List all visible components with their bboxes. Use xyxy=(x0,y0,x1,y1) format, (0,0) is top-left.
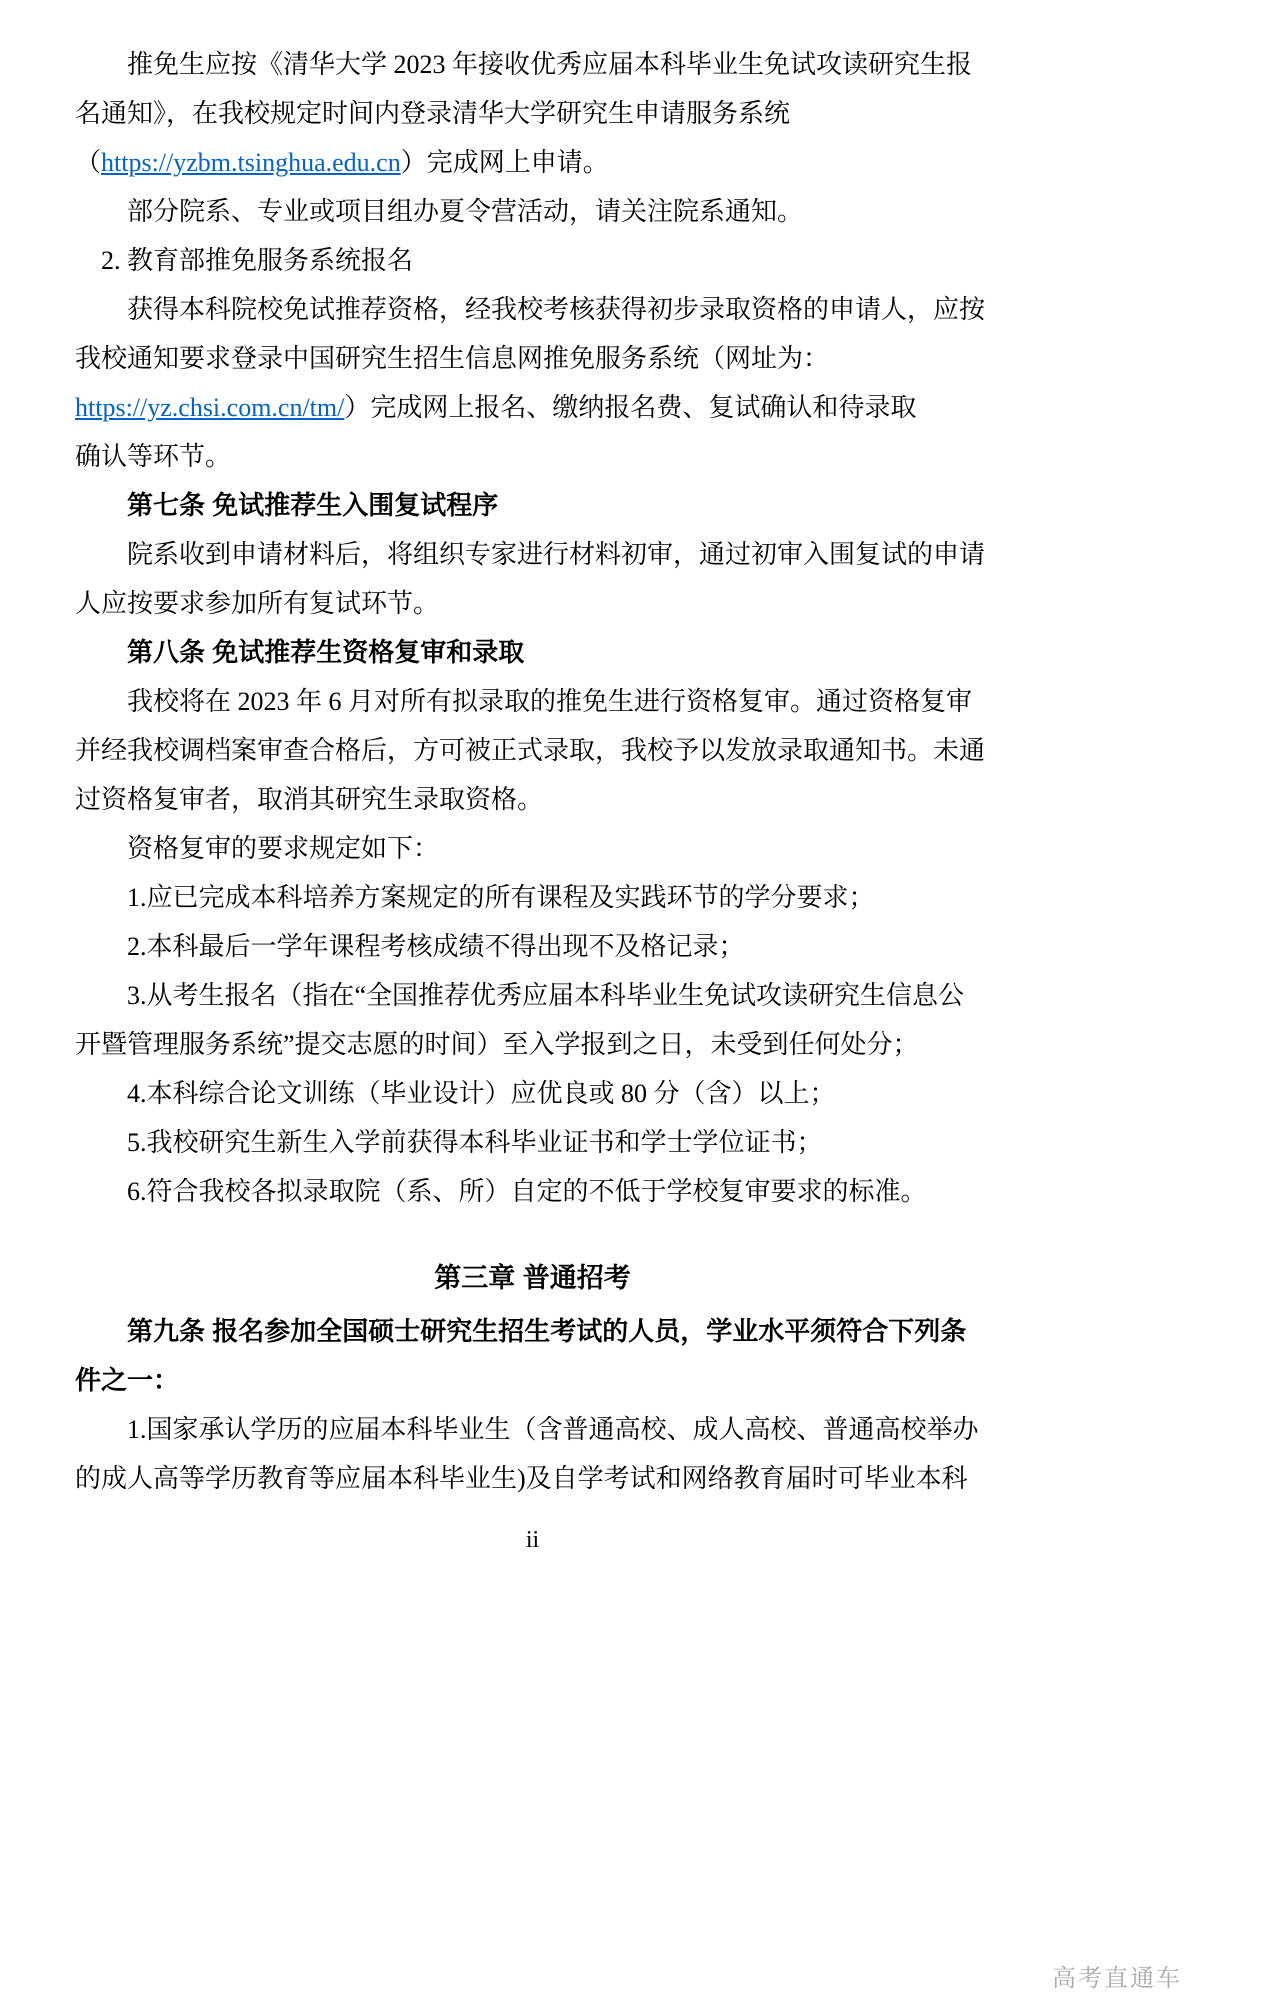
text-line xyxy=(75,726,990,775)
text-run: 第九条 报名参加全国硕士研究生招生考试的人员，学业水平须符合下列条 xyxy=(127,1316,967,1346)
text-run: 第三章 普通招考 xyxy=(434,1263,631,1293)
hyperlink[interactable]: https://yz.chsi.com.cn/tm/ xyxy=(75,393,345,422)
para-moe-system xyxy=(75,285,990,481)
text-run: 推免生应按《清华大学 2023 年接收优秀应届本科毕业生免试攻读研究生报 xyxy=(127,50,973,79)
text-line xyxy=(75,187,990,236)
text-line xyxy=(75,1254,990,1303)
text-run: 开暨管理服务系统”提交志愿的时间）至入学报到之日，未受到任何处分； xyxy=(75,1030,919,1059)
text-run: 我校通知要求登录中国研究生招生信息网推免服务系统（网址为： xyxy=(75,344,830,373)
req-item-6 xyxy=(75,1167,990,1216)
text-run: 院系收到申请材料后，将组织专家进行材料初审，通过初审入围复试的申请 xyxy=(127,540,986,569)
text-line xyxy=(75,334,990,383)
text-run: 第八条 免试推荐生资格复审和录取 xyxy=(127,637,525,667)
text-run: 5.我校研究生新生入学前获得本科毕业证书和学士学位证书； xyxy=(127,1128,823,1157)
page-number: ii xyxy=(525,1527,540,1553)
hyperlink[interactable]: https://yzbm.tsinghua.edu.cn xyxy=(101,148,401,177)
text-run: 我校将在 2023 年 6 月对所有拟录取的推免生进行资格复审。通过资格复审 xyxy=(127,687,973,716)
text-line xyxy=(75,1020,990,1069)
para-review-requirements-intro xyxy=(75,824,990,873)
para-tsinghua-application xyxy=(75,40,990,187)
text-run: 并经我校调档案审查合格后，方可被正式录取，我校予以发放录取通知书。未通 xyxy=(75,736,986,765)
text-line xyxy=(75,481,990,530)
text-run: 资格复审的要求规定如下： xyxy=(127,834,440,863)
text-line xyxy=(75,922,990,971)
heading-article-7 xyxy=(75,481,990,530)
text-run: 的成人高等学历教育等应届本科毕业生)及自学考试和网络教育届时可毕业本科 xyxy=(75,1464,968,1493)
text-run: 部分院系、专业或项目组办夏令营活动，请关注院系通知。 xyxy=(127,197,804,226)
text-line xyxy=(75,1307,990,1356)
document-content xyxy=(75,40,990,1503)
text-run: ）完成网上申请。 xyxy=(400,148,609,177)
text-run: 件之一： xyxy=(75,1365,180,1395)
text-line xyxy=(75,383,990,432)
text-line xyxy=(75,530,990,579)
text-line xyxy=(75,432,990,481)
text-run: 3.从考生报名（指在“全国推荐优秀应届本科毕业生免试攻读研究生信息公 xyxy=(127,981,965,1010)
text-run: 第七条 免试推荐生入围复试程序 xyxy=(127,490,499,520)
text-run: 4.本科综合论文训练（毕业设计）应优良或 80 分（含）以上； xyxy=(127,1079,836,1108)
text-line xyxy=(75,236,990,285)
text-run: 获得本科院校免试推荐资格，经我校考核获得初步录取资格的申请人，应按 xyxy=(127,295,986,324)
text-line xyxy=(75,873,990,922)
text-run: 6.符合我校各拟录取院（系、所）自定的不低于学校复审要求的标准。 xyxy=(127,1177,927,1206)
text-run: 确认等环节。 xyxy=(75,442,232,471)
text-line xyxy=(75,285,990,334)
text-line xyxy=(75,89,990,138)
text-line xyxy=(75,1167,990,1216)
text-run: 名通知》，在我校规定时间内登录清华大学研究生申请服务系统 xyxy=(75,99,791,128)
text-line xyxy=(75,1405,990,1454)
text-run: （ xyxy=(75,148,102,177)
text-run: ）完成网上报名、缴纳报名费、复试确认和待录取 xyxy=(344,393,917,422)
para-article-8-body xyxy=(75,677,990,824)
text-line xyxy=(75,677,990,726)
watermark-text: 高考直通车 xyxy=(1052,1965,1182,1992)
text-run: 2.本科最后一学年课程考核成绩不得出现不及格记录； xyxy=(127,932,745,961)
text-run: 1.国家承认学历的应届本科毕业生（含普通高校、成人高校、普通高校举办 xyxy=(127,1415,979,1444)
text-run: 1.应已完成本科培养方案规定的所有课程及实践环节的学分要求； xyxy=(127,883,875,912)
req-item-3 xyxy=(75,971,990,1069)
text-line xyxy=(75,628,990,677)
text-run: 人应按要求参加所有复试环节。 xyxy=(75,589,440,618)
para-summer-camp xyxy=(75,187,990,236)
chapter-3-heading xyxy=(75,1254,990,1303)
heading-article-8 xyxy=(75,628,990,677)
text-line xyxy=(75,1118,990,1167)
text-run: 2. 教育部推免服务系统报名 xyxy=(101,246,414,275)
text-line xyxy=(75,579,990,628)
text-line xyxy=(75,138,990,187)
text-line xyxy=(75,971,990,1020)
req-item-4 xyxy=(75,1069,990,1118)
req-item-5 xyxy=(75,1118,990,1167)
req-item-2 xyxy=(75,922,990,971)
text-line xyxy=(75,775,990,824)
text-line xyxy=(75,1069,990,1118)
para-article-9-item-1 xyxy=(75,1405,990,1503)
text-line xyxy=(75,40,990,89)
text-line xyxy=(75,1454,990,1503)
item-moe-system-title xyxy=(75,236,990,285)
text-line xyxy=(75,824,990,873)
text-run: 过资格复审者，取消其研究生录取资格。 xyxy=(75,785,544,814)
document-body xyxy=(75,40,990,1555)
req-item-1 xyxy=(75,873,990,922)
text-line xyxy=(75,1356,990,1405)
para-article-7-body xyxy=(75,530,990,628)
heading-article-9 xyxy=(75,1307,990,1405)
